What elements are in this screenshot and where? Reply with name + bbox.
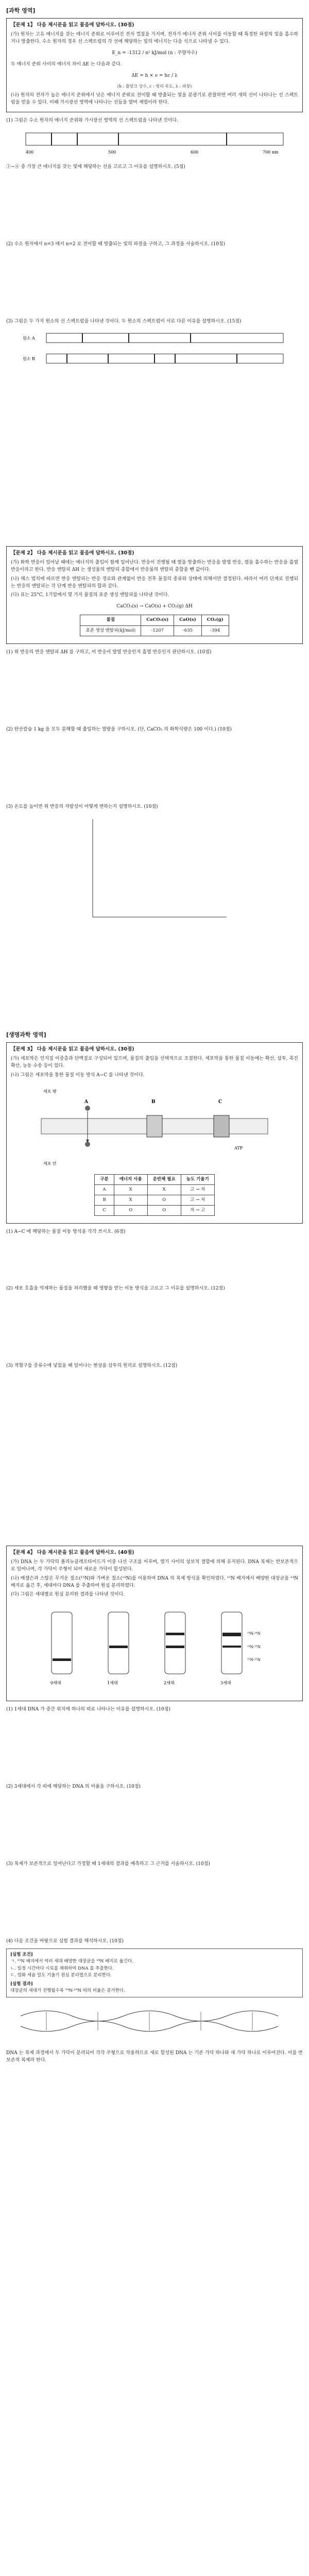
table-cell: O <box>114 1206 147 1216</box>
problem-3-box <box>6 1042 303 1224</box>
problem-4-section <box>6 1546 303 2128</box>
problem-2-q3: (3) 온도를 높이면 위 반응의 자발성이 어떻게 변하는지 설명하시오. (10점) <box>6 804 158 809</box>
results-title: [실험 결과] <box>10 1981 33 1987</box>
problem-4-intro-2: (나) 메셀슨과 스탈은 무거운 질소(¹⁵N)와 가벼운 질소(¹⁴N)를 이용하여 DNA 의 복제 방식을 확인하였다. ¹⁵N 배지에서 배양한 대장균을 ¹⁴N 배지로 옮긴 후, 세대마다 DNA 를 추출하여 원심 분리하였다. <box>11 1575 298 1588</box>
problem-3-section <box>6 1030 303 1435</box>
table-header: CO₂(g) <box>201 615 229 625</box>
table-cell: A <box>95 1184 114 1195</box>
table-cell: X <box>114 1184 147 1195</box>
spectrum-tick-600: 600 <box>191 149 199 155</box>
table-row <box>95 1195 214 1205</box>
table-cell: -635 <box>174 625 202 636</box>
band-label: ¹⁵N-¹⁵N <box>247 1658 261 1663</box>
problem-3-q1: (1) A~C 에 해당하는 물질 이동 방식을 각각 쓰시오. (6점) <box>6 1229 126 1235</box>
problem-1-q2: (2) 수소 원자에서 n=3 에서 n=2 로 전이할 때 방출되는 빛의 파장을 구하고, 그 과정을 서술하시오. (10점) <box>6 241 226 247</box>
result-item: 대장균의 세대가 진행될수록 ¹⁴N-¹⁴N 띠의 비율은 증가한다. <box>10 1988 125 1994</box>
problem-1-formula: E_n = -1312 / n² kJ/mol (n : 주양자수) <box>112 50 197 56</box>
problem-2-heading: 【문제 2】 다음 제시문을 읽고 물음에 답하시오. (30점) <box>11 550 134 556</box>
problem-1-intro-2: 두 에너지 준위 사이의 에너지 차이 ΔE 는 다음과 같다. <box>11 61 122 67</box>
table-cell: 표준 생성 엔탈피(kJ/mol) <box>80 625 141 636</box>
answer-space <box>6 378 303 439</box>
problem-2-intro-3: (다) 표는 25°C, 1기압에서 몇 가지 물질의 표준 생성 엔탈피를 나타낸 것이다. <box>11 592 169 598</box>
table-cell: B <box>95 1195 114 1205</box>
problem-4-q1: (1) 1세대 DNA 가 중간 위치에 하나의 띠로 나타나는 이유를 설명하시오. (10점) <box>6 1707 170 1713</box>
spectrum-tick-400: 400 <box>26 149 34 155</box>
table-header: 농도 기울기 <box>181 1174 214 1184</box>
experiment-conditions-box <box>6 1948 303 1997</box>
section-title: [과학 영역] <box>6 7 36 14</box>
answer-space <box>6 659 303 721</box>
table-cell: 고 → 저 <box>181 1195 214 1205</box>
condition-item: ㄱ. ¹⁵N 배지에서 여러 세대 배양한 대장균을 ¹⁴N 배지로 옮긴다. <box>10 1959 133 1964</box>
problem-3-intro-2: (나) 그림은 세포막을 통한 물질 이동 방식 A~C 를 나타낸 것이다. <box>11 1072 145 1078</box>
problem-3-q3: (3) 적혈구를 증류수에 넣었을 때 일어나는 현상을 삼투의 원리로 설명하시오. (12점) <box>6 1363 178 1369</box>
table-row <box>95 1206 214 1216</box>
membrane-transport-figure <box>31 1082 278 1170</box>
graph-axes-figure <box>77 814 232 927</box>
table-header: CaO(s) <box>174 615 202 625</box>
hydrogen-spectrum-figure <box>21 128 288 159</box>
band-label: ¹⁴N-¹⁴N <box>247 1632 261 1636</box>
table-header: CaCO₃(s) <box>141 615 174 625</box>
transport-c-label: C <box>218 1099 222 1105</box>
table-cell: X <box>147 1184 181 1195</box>
condition-item: ㄷ. 염화 세슘 밀도 기울기 원심 분리법으로 분리한다. <box>10 1972 112 1978</box>
table-cell: 저 → 고 <box>181 1206 214 1216</box>
answer-space <box>6 2066 303 2128</box>
table-cell: C <box>95 1206 114 1216</box>
problem-1-section <box>6 6 303 439</box>
problem-1-intro-4: (나) 원자의 전자가 높은 에너지 준위에서 낮은 에너지 준위로 전이할 때 방출되는 빛을 분광기로 관찰하면 여러 개의 선이 나타나는 선 스펙트럼을 얻을 수 있다. 이때 가시광선 영역에 나타나는 선들을 발머 계열이라 한다. <box>11 92 298 105</box>
problem-1-q1: (1) 그림은 수소 원자의 에너지 준위와 가시광선 영역의 선 스펙트럼을 나타낸 것이다. <box>6 117 178 123</box>
transport-table <box>94 1174 214 1216</box>
reaction-equation: CaCO₃(s) → CaO(s) + CO₂(g) ΔH <box>116 604 193 609</box>
problem-3-q2: (2) 세포 호흡을 억제하는 물질을 처리했을 때 영향을 받는 이동 방식을 고르고 그 이유를 설명하시오. (12점) <box>6 1286 225 1292</box>
problem-1-intro: (가) 원자는 고유 에너지를 갖는 에너지 준위로 이루어진 전자 껍질을 가지며, 전자가 에너지 준위 사이를 이동할 때 특정한 파장의 빛을 흡수하거나 방출한다. 수소 원자의 경우 선 스펙트럼의 각 선에 해당하는 빛의 에너지는 다음 식으로 나타낼 수 있다. <box>11 31 298 44</box>
problem-1-heading: 【문제 1】 다음 제시문을 읽고 물음에 답하시오. (30점) <box>11 22 134 28</box>
table-cell: 고 → 저 <box>181 1184 214 1195</box>
problem-1-box <box>6 18 303 112</box>
tube-label: 3세대 <box>220 1681 231 1686</box>
condition-item: ㄴ. 일정 시간마다 시료를 채취하여 DNA 를 추출한다. <box>10 1965 114 1971</box>
spectrum-tick-700: 700 nm <box>263 149 279 155</box>
problem-4-heading: 【문제 4】 다음 제시문을 읽고 물음에 답하시오. (40점) <box>11 1550 134 1555</box>
element-spectra-figure <box>21 328 288 375</box>
enthalpy-table <box>80 615 229 636</box>
problem-4-closing: DNA 는 복제 과정에서 두 가닥이 분리되어 각각 주형으로 작용하므로 새로 합성된 DNA 는 기존 가닥 하나와 새 가닥 하나로 이루어진다. 이를 반보존적 복제라 한다. <box>6 2050 303 2063</box>
spectrum-a-label: 원소 A <box>23 336 35 341</box>
spectrum-tick-500: 500 <box>108 149 116 155</box>
problem-4-box <box>6 1546 303 1701</box>
inside-label: 세포 안 <box>43 1161 57 1166</box>
problem-2-intro: (가) 화학 반응이 일어날 때에는 에너지의 출입이 함께 일어난다. 반응이 진행될 때 열을 방출하는 반응을 발열 반응, 열을 흡수하는 반응을 흡열 반응이라고 한다. 반응 엔탈피 ΔH 는 생성물의 엔탈피 총합에서 반응물의 엔탈피 총합을 뺀 값이다. <box>11 560 298 572</box>
answer-space <box>6 1794 303 1856</box>
outside-label: 세포 밖 <box>43 1089 57 1094</box>
answer-space <box>6 1717 303 1778</box>
answer-space <box>6 1239 303 1280</box>
tube-label: 2세대 <box>164 1681 175 1686</box>
table-header: 물질 <box>80 615 141 625</box>
table-header: 에너지 사용 <box>114 1174 147 1184</box>
problem-2-q2: (2) 탄산칼슘 1 kg 을 모두 분해할 때 출입하는 열량을 구하시오. (단, CaCO₃ 의 화학식량은 100 이다.) (10점) <box>6 726 232 732</box>
transport-b-label: B <box>151 1099 156 1105</box>
section-title: [생명과학 영역] <box>6 1031 46 1038</box>
problem-1-q1a: ①~④ 중 가장 큰 에너지를 갖는 빛에 해당하는 선을 고르고 그 이유를 설명하시오. (5점) <box>6 164 185 170</box>
problem-4-intro: (가) DNA 는 두 가닥의 폴리뉴클레오타이드가 이중 나선 구조를 이루며, 염기 사이의 상보적 결합에 의해 유지된다. DNA 복제는 반보존적으로 일어나며, 각 가닥이 주형이 되어 새로운 가닥이 합성된다. <box>11 1559 298 1572</box>
answer-space <box>6 1871 303 1933</box>
table-cell: -394 <box>201 625 229 636</box>
answer-space <box>6 251 303 313</box>
transport-a-label: A <box>84 1099 88 1105</box>
dna-replication-figure <box>15 2001 294 2047</box>
problem-2-box <box>6 546 303 644</box>
problem-4-intro-3: (다) 그림은 세대별로 원심 분리한 결과를 나타낸 것이다. <box>11 1592 125 1598</box>
centrifuge-tubes-figure <box>26 1602 283 1694</box>
table-row <box>95 1184 214 1195</box>
problem-4-q2: (2) 3세대에서 각 띠에 해당하는 DNA 의 비율을 구하시오. (10점) <box>6 1784 141 1790</box>
table-header: 운반체 필요 <box>147 1174 181 1184</box>
problem-2-section <box>6 546 303 972</box>
atp-label: ATP <box>234 1145 243 1150</box>
tube-2 <box>164 1612 185 1685</box>
band-label: ¹⁴N-¹⁵N <box>247 1645 261 1650</box>
answer-space <box>6 1296 303 1358</box>
tube-3 <box>220 1612 242 1685</box>
table-cell: O <box>147 1206 181 1216</box>
problem-2-q1: (1) 위 반응의 반응 엔탈피 ΔH 를 구하고, 이 반응이 발열 반응인지 흡열 반응인지 판단하시오. (10점) <box>6 649 212 655</box>
problem-3-intro: (가) 세포막은 인지질 이중층과 단백질로 구성되어 있으며, 물질의 출입을 선택적으로 조절한다. 세포막을 통한 물질 이동에는 확산, 삼투, 촉진 확산, 능동 수송 등이 있다. <box>11 1056 298 1069</box>
tube-0 <box>50 1612 72 1685</box>
answer-space <box>6 174 303 236</box>
answer-space <box>6 930 303 972</box>
problem-4-q3: (3) 복제가 보존적으로 일어난다고 가정할 때 1세대의 결과를 예측하고 그 근거를 서술하시오. (10점) <box>6 1861 210 1867</box>
table-header: 구분 <box>95 1174 114 1184</box>
problem-1-formula-2: ΔE = h × ν = hc / λ <box>131 73 178 78</box>
spectrum-b-label: 원소 B <box>23 357 35 362</box>
problem-1-intro-3: (h : 플랑크 상수, c : 빛의 속도, λ : 파장) <box>117 84 192 89</box>
conditions-title: [실험 조건] <box>10 1952 33 1958</box>
tube-label: 0세대 <box>50 1681 61 1686</box>
answer-space <box>6 737 303 799</box>
table-cell: X <box>114 1195 147 1205</box>
tube-1 <box>107 1612 129 1685</box>
problem-3-heading: 【문제 3】 다음 제시문을 읽고 물음에 답하시오. (30점) <box>11 1046 134 1053</box>
problem-2-intro-2: (나) 헤스 법칙에 따르면 반응 엔탈피는 반응 경로와 관계없이 반응 전후 물질의 종류와 상태에 의해서만 결정된다. 따라서 여러 단계로 진행되는 반응의 엔탈피는 각 단계 반응 엔탈피의 합과 같다. <box>11 576 298 589</box>
answer-space <box>6 1373 303 1435</box>
tube-label: 1세대 <box>107 1681 118 1686</box>
problem-1-q3: (3) 그림은 두 가지 원소의 선 스펙트럼을 나타낸 것이다. 두 원소의 스펙트럼이 서로 다른 이유를 설명하시오. (15점) <box>6 318 242 324</box>
table-row <box>80 625 229 636</box>
table-cell: O <box>147 1195 181 1205</box>
problem-4-q4: (4) 다음 조건을 바탕으로 실험 결과를 해석하시오. (10점) <box>6 1939 124 1944</box>
table-cell: -1207 <box>141 625 174 636</box>
